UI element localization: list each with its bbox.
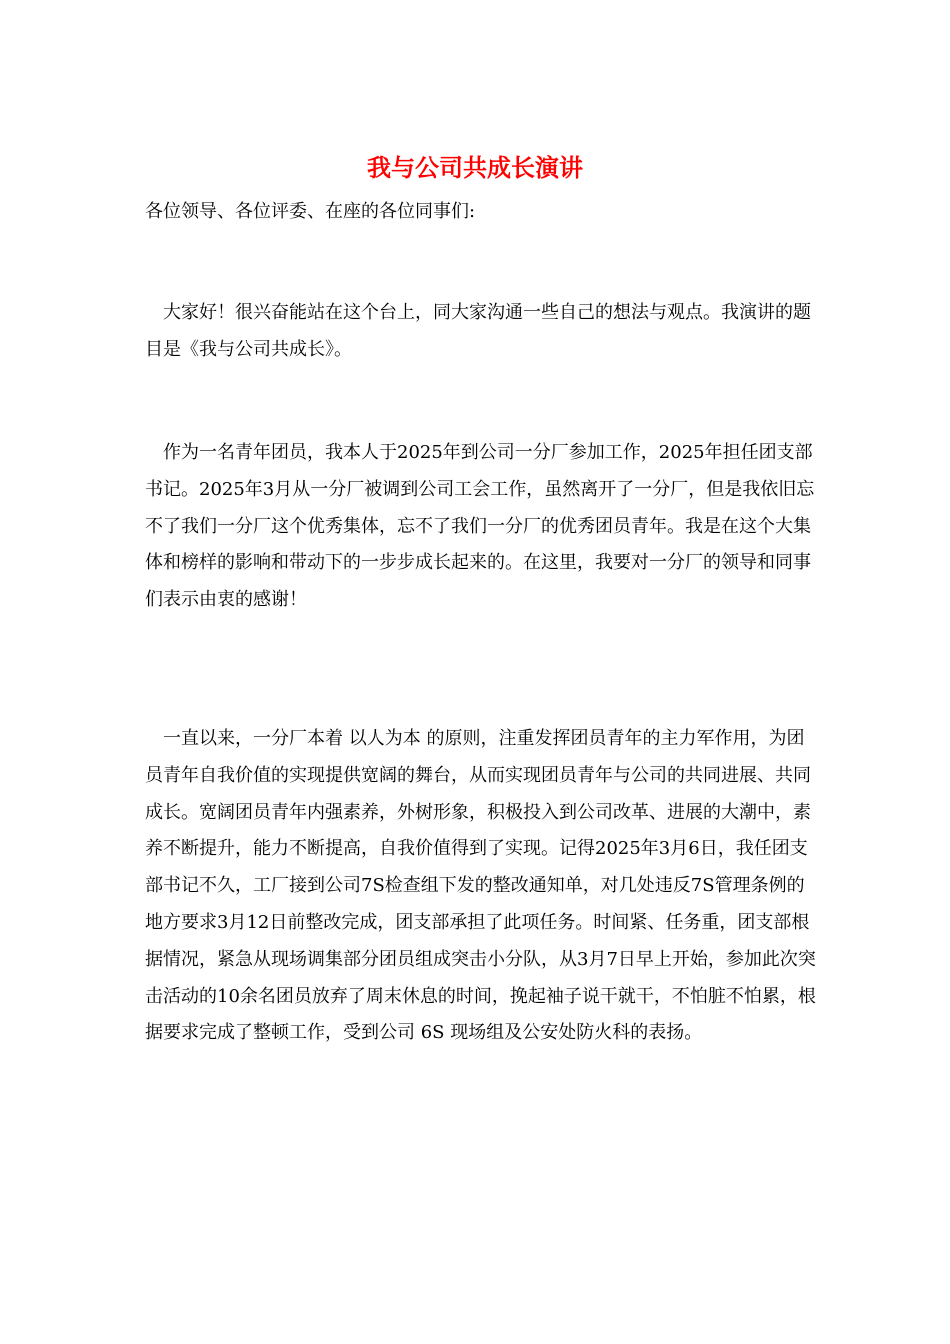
- paragraph-greeting: 大家好！很兴奋能站在这个台上，同大家沟通一些自己的想法与观点。我演讲的题目是《我与公司共成长》。: [145, 302, 811, 360]
- salutation-line: 各位领导、各位评委、在座的各位同事们:: [145, 201, 476, 222]
- document-title: 我与公司共成长演讲: [367, 153, 583, 182]
- paragraph-background: 作为一名青年团员，我本人于2025年到公司一分厂参加工作，2025年担任团支部书记。2025年3月从一分厂被调到公司工会工作，虽然离开了一分厂，但是我依旧忘不了我们一分厂这个优秀集体，忘不了我们一分厂的优秀团员青年。我是在这个大集体和榜样的影响和带动下的一步步成长起来的。在这里，我要对一分厂的领导和同事们表示由衷的感谢！: [145, 442, 815, 611]
- paragraph-story: 一直以来，一分厂本着 以人为本 的原则，注重发挥团员青年的主力军作用，为团员青年自我价值的实现提供宽阔的舞台，从而实现团员青年与公司的共同进展、共同成长。宽阔团员青年内强素养，外树形象，积极投入到公司改革、进展的大潮中，素养不断提升，能力不断提高，自我价值得到了实现。记得2025年3月6日，我任团支部书记不久，工厂接到公司7S检查组下发的整改通知单，对几处违反7S管理条例的地方要求3月12日前整改完成，团支部承担了此项任务。时间紧、任务重，团支部根据情况，紧急从现场调集部分团员组成突击小分队，从3月7日早上开始，参加此次突击活动的10余名团员放弃了周末休息的时间，挽起袖子说干就干，不怕脏不怕累，根据要求完成了整顿工作，受到公司 6S 现场组及公安处防火科的表扬。: [145, 728, 816, 1044]
